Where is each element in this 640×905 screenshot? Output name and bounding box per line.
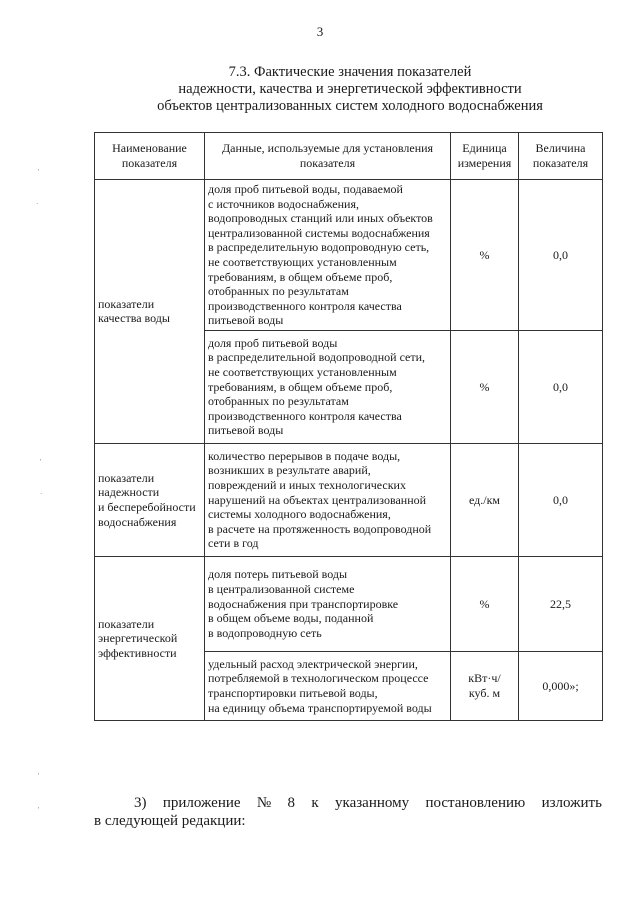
group-label-text: водоснабжения	[98, 514, 177, 529]
description-line: в распределительной водопроводной сети,	[208, 350, 426, 365]
unit-text: %	[479, 379, 490, 394]
description-line: в централизованной системе	[208, 582, 355, 597]
description-line: питьевой воды	[208, 313, 284, 328]
paragraph-first-line	[94, 794, 602, 812]
description-line: удельный расход электрической энергии,	[208, 656, 418, 671]
header-text: показателя	[121, 156, 178, 170]
description-line: с источников водоснабжения,	[208, 196, 359, 211]
heading-line: объектов централизованных систем холодного водоснабжения	[157, 98, 543, 114]
group-label-text: эффективности	[98, 645, 177, 660]
description-line: количество перерывов в подаче воды,	[208, 448, 401, 463]
paragraph-word: приложение	[162, 795, 241, 811]
description-line: сети в год	[208, 536, 259, 551]
section-heading	[100, 64, 600, 115]
header-source-data	[205, 133, 451, 180]
heading-line: 7.3. Фактические значения показателей	[228, 64, 472, 80]
header-text: показателя	[299, 156, 356, 170]
description-line: в водопроводную сеть	[208, 625, 322, 640]
description-line: в общем объеме воды, поданной	[208, 611, 374, 626]
unit-text: куб. м	[468, 685, 501, 700]
unit-text: %	[479, 247, 490, 262]
header-unit	[451, 133, 519, 180]
indicators-table	[94, 132, 603, 721]
unit-text: кВт·ч/	[468, 671, 501, 686]
row-description	[205, 180, 451, 331]
row-value: 0,0	[519, 443, 603, 556]
description-line: повреждений и иных технологических	[208, 478, 406, 493]
header-indicator-name	[95, 133, 205, 180]
description-line: водоснабжения при транспортировке	[208, 596, 399, 611]
paragraph-word: указанному	[335, 795, 410, 811]
row-description	[205, 443, 451, 556]
group-label-text: показатели	[98, 470, 155, 485]
header-text: Наименование	[112, 141, 187, 156]
description-line: доля потерь питьевой воды	[208, 567, 348, 582]
group-label-text: показатели	[98, 616, 155, 631]
description-line: транспортировки питьевой воды,	[208, 685, 378, 700]
group-quality-label	[95, 180, 205, 444]
row-value: 0,0	[519, 330, 603, 443]
scan-speck: ·	[40, 490, 43, 498]
paragraph-word: к	[311, 795, 319, 811]
paragraph-word: постановлению	[425, 795, 526, 811]
group-label-text: и бесперебойности	[98, 499, 196, 514]
description-line: отобранных по результатам	[208, 284, 349, 299]
scan-speck: '	[40, 458, 42, 466]
scan-speck: '	[38, 168, 40, 176]
group-energy-label	[95, 556, 205, 720]
row-description	[205, 556, 451, 651]
description-line: не соответствующих установленным	[208, 365, 397, 380]
row-unit	[451, 180, 519, 331]
description-line: требованиям, в общем объеме проб,	[208, 269, 393, 284]
table-row	[95, 556, 603, 651]
row-value: 0,000»;	[519, 651, 603, 720]
paragraph-word: изложить	[541, 795, 602, 811]
description-line: в расчете на протяженность водопроводной	[208, 521, 432, 536]
row-description	[205, 651, 451, 720]
description-line: доля проб питьевой воды	[208, 335, 338, 350]
row-unit	[451, 556, 519, 651]
group-label-text: надежности	[98, 485, 160, 500]
page-number: 3	[316, 24, 324, 39]
description-line: системы холодного водоснабжения,	[208, 507, 391, 522]
paragraph-word: 3)	[134, 795, 147, 811]
row-value: 22,5	[519, 556, 603, 651]
group-label-text: качества воды	[98, 311, 170, 326]
description-line: требованиям, в общем объеме проб,	[208, 379, 393, 394]
description-line: в распределительную водопроводную сеть,	[208, 240, 430, 255]
description-line: потребляемой в технологическом процессе	[208, 671, 429, 686]
header-text: измерения	[457, 156, 512, 170]
description-line: централизованной системы водоснабжения	[208, 225, 430, 240]
row-unit	[451, 443, 519, 556]
header-text: Величина	[535, 141, 586, 156]
row-unit	[451, 651, 519, 720]
scan-speck: '	[38, 772, 40, 780]
group-reliability-label	[95, 443, 205, 556]
description-line: нарушений на объектах централизованной	[208, 492, 427, 507]
row-unit	[451, 330, 519, 443]
description-line: питьевой воды	[208, 423, 284, 438]
unit-text: ед./км	[468, 492, 501, 507]
table-row	[95, 180, 603, 331]
table-row	[95, 443, 603, 556]
description-line: отобранных по результатам	[208, 394, 349, 409]
header-text: Единица	[462, 141, 507, 156]
description-line: возникших в результате аварий,	[208, 463, 371, 478]
description-line: водопроводных станций или иных объектов	[208, 211, 433, 226]
paragraph-second-line: в следующей редакции:	[94, 813, 246, 829]
header-text: Данные, используемые для установления	[221, 141, 434, 156]
description-line: производственного контроля качества	[208, 298, 402, 313]
header-text: показателя	[532, 156, 589, 170]
amendment-paragraph	[94, 794, 602, 830]
row-description	[205, 330, 451, 443]
paragraph-word: 8	[287, 795, 296, 811]
group-label-text: энергетической	[98, 631, 178, 646]
group-label-text: показатели	[98, 296, 155, 311]
description-line: не соответствующих установленным	[208, 254, 397, 269]
description-line: доля проб питьевой воды, подаваемой	[208, 182, 403, 196]
unit-text: %	[479, 596, 490, 611]
table-header-row	[95, 133, 603, 180]
heading-line: надежности, качества и энергетической эффективности	[178, 81, 522, 97]
description-line: на единицу объема транспортируемой воды	[208, 700, 432, 715]
header-value	[519, 133, 603, 180]
paragraph-word: №	[256, 795, 272, 811]
row-value: 0,0	[519, 180, 603, 331]
scan-speck: ·	[36, 200, 39, 208]
scan-speck: '	[38, 806, 40, 814]
description-line: производственного контроля качества	[208, 408, 402, 423]
